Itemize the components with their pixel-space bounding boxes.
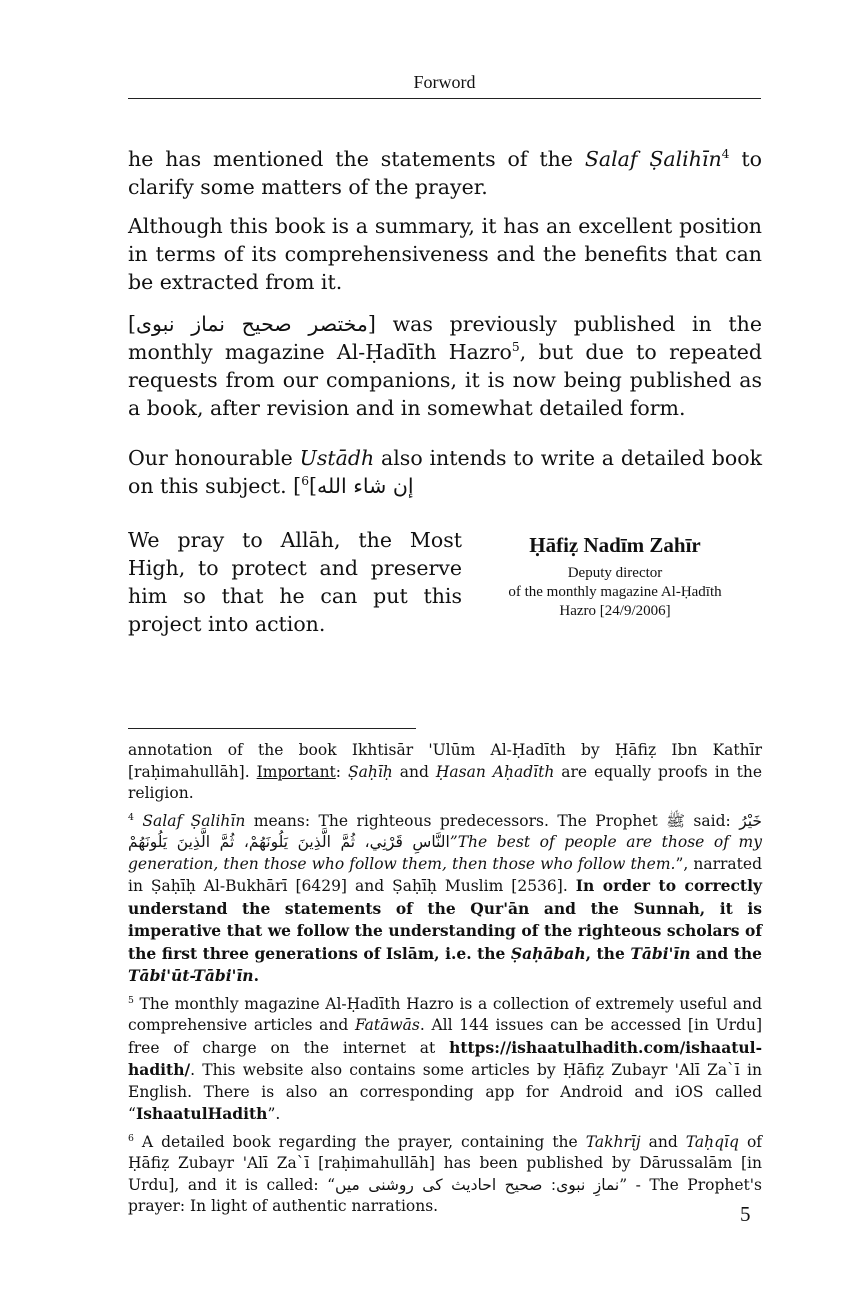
website-link[interactable]: https://ishaatulhadith.com/ishaatul-hadith/ (128, 1037, 762, 1079)
footnote-6: $^6$ A detailed book regarding the prayer, containing the Takhrīj and Taḥqīq of Ḥāfiẓ Zubayr 'Alī Za`ī [raḥimahullāh] has been published by Dārussalām [in Urdu], and it is called: “نمازِ نبوی: صحیح احادیث کی روشنی میں” - The Prophet's prayer: In light of authentic narrations. (128, 1132, 763, 1215)
term-salaf-salihin: Salaf Ṣalihīn (584, 147, 722, 171)
paragraph-4: Our honourable Ustādh also intends to write a detailed book on this subject. [ إن شاء الله]$^6$ (128, 446, 762, 498)
closing-prayer: We pray to Allāh, the Most High, to protect and preserve him so that he can put this project into action. (128, 528, 462, 636)
footnote-4: $^4$ Salaf Ṣalihīn means: The righteous predecessors. The Prophet ﷺ said: خَيْرُ النَّاسِ قَرْنِي، ثُمَّ الَّذِينَ يَلُونَهُمْ، ثُمَّ الَّذِينَ يَلُونَهُمْ”The best of people are those of my generation, then those who follow them, then those who follow them.”, narrated in Ṣaḥīḥ Al-Bukhārī [6429] and Ṣaḥīḥ Muslim [2536]. In order to correctly understand the statements of the Qur'ān and the Sunnah, it is imperative that we follow the understanding of the righteous scholars of the first three generations of Islām, i.e. the Ṣaḥābah, the Tābi'īn and the Tābi'ūt-Tābi'īn. (128, 811, 762, 985)
signature-block (494, 533, 736, 621)
paragraph-2: Although this book is a summary, it has an excellent position in terms of its comprehensiveness and the benefits that can be extracted from it. (128, 214, 762, 294)
footnote-separator (128, 728, 416, 729)
footnote-ref-4[interactable]: 4 (721, 147, 730, 162)
paragraph-3: [مختصر صحیح نماز نبوی] was previously published in the monthly magazine Al-Ḥadīth Hazro$^5$, but due to repeated requests from our companions, it is now being published as a book, after revision and in somewhat detailed form. (128, 312, 762, 420)
app-name: IshaatulHadith (135, 1104, 268, 1123)
signature-title: Deputy director (567, 565, 663, 581)
signature-name: Ḥāfiẓ Nadīm Zahīr (529, 533, 701, 557)
running-head: Forword (413, 72, 476, 92)
footnote-ref-5[interactable]: 5 (511, 340, 520, 355)
arabic-hadith: خَيْرُ النَّاسِ قَرْنِي، ثُمَّ الَّذِينَ يَلُونَهُمْ، ثُمَّ الَّذِينَ يَلُونَهُمْ (128, 811, 762, 851)
footnotes (128, 740, 762, 1224)
footnote-5: $^5$ The monthly magazine Al-Ḥadīth Hazro is a collection of extremely useful and comprehensive articles and Fatāwās. All 144 issues can be accessed [in Urdu] free of charge on the internet at https://ishaatulhadith.com/ishaatul-hadith/. This website also contains some articles by Ḥāfiẓ Zubayr 'Alī Za`ī in English. There is also an corresponding app for Android and iOS called “IshaatulHadith”. (128, 994, 762, 1123)
arabic-book-title: مختصر صحیح نماز نبوی (136, 312, 368, 336)
signature-place-date: Hazro [24/9/2006] (559, 603, 671, 619)
header-rule (128, 98, 761, 99)
term-ustadh: Ustādh (299, 446, 375, 470)
arabic-insha-allah: إن شاء الله (317, 474, 414, 498)
urdu-book-title: نمازِ نبوی: صحیح احادیث کی روشنی میں (335, 1175, 620, 1194)
footnote-ref-6[interactable]: 6 (301, 474, 310, 489)
page-number: 5 (740, 1202, 751, 1226)
footnote-continuation: annotation of the book Ikhtisār 'Ulūm Al-Ḥadīth by Ḥāfiẓ Ibn Kathīr [raḥimahullāh]. Important: Ṣaḥīḥ and Ḥasan Aḥadīth are equally proofs in the religion. (128, 741, 762, 802)
signature-org: of the monthly magazine Al-Ḥadīth (508, 584, 722, 600)
paragraph-1: he has mentioned the statements of the Salaf Ṣalihīn$^4$ to clarify some matters of the prayer. (128, 147, 762, 199)
